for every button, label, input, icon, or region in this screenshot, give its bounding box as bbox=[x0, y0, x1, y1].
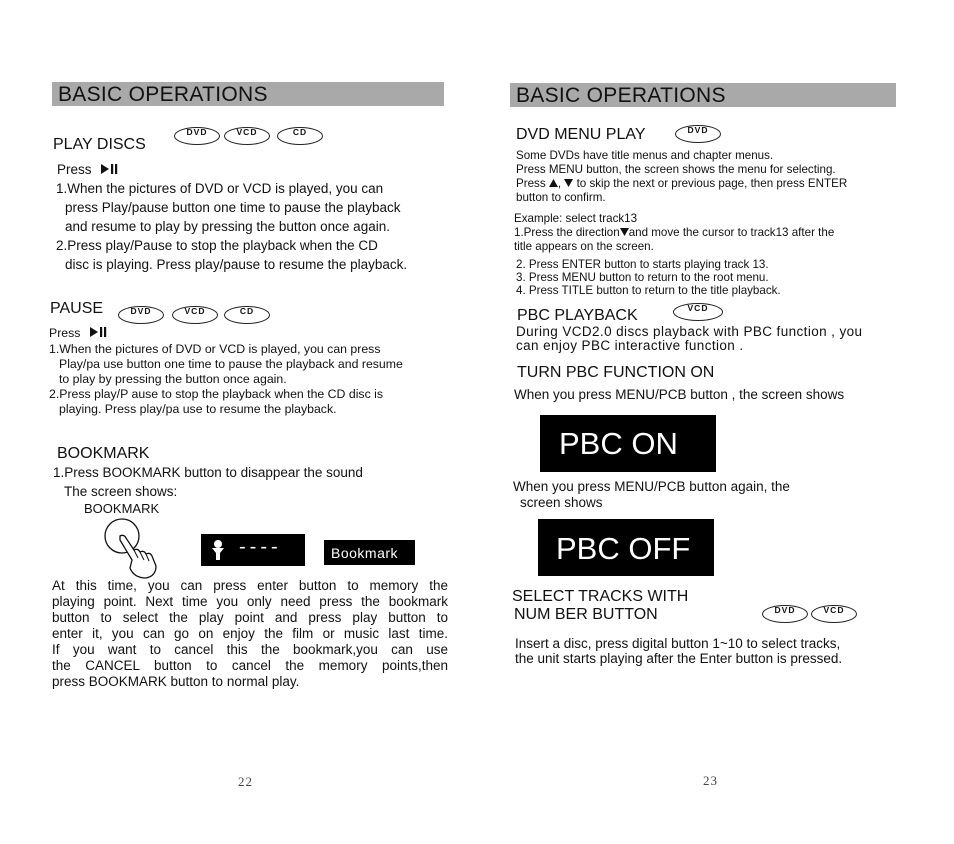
dvd-menu-steps: 2. Press ENTER button to starts playing track 13. 3. Press MENU button to return to the root menu. 4. Press TITLE button to return to the title playback. bbox=[516, 258, 781, 297]
play-discs-press: Press bbox=[57, 160, 119, 180]
pbc-playback-title: PBC PLAYBACK bbox=[517, 307, 638, 324]
dvd-badge: DVD bbox=[675, 125, 721, 143]
cd-badge: CD bbox=[277, 127, 323, 145]
up-triangle-icon bbox=[549, 177, 558, 191]
right-header-title: BASIC OPERATIONS bbox=[516, 84, 726, 107]
select-tracks-body: Insert a disc, press digital button 1~10 to select tracks, the unit starts playing after the Enter button is pressed. bbox=[515, 636, 843, 666]
bookmark-line2: The screen shows: bbox=[64, 484, 178, 499]
vcd-badge: VCD bbox=[172, 306, 218, 324]
vcd-badge: VCD bbox=[811, 605, 857, 623]
dvd-badge: DVD bbox=[174, 127, 220, 145]
dvd-badge: DVD bbox=[762, 605, 808, 623]
down-triangle-icon bbox=[620, 226, 629, 240]
turn-pbc-again: When you press MENU/PCB button again, the screen shows bbox=[513, 479, 790, 510]
bookmark-badge: Bookmark bbox=[324, 540, 415, 565]
turn-pbc-title: TURN PBC FUNCTION ON bbox=[517, 364, 715, 381]
dvd-menu-example: Example: select track13 1.Press the direction and move the cursor to track13 after the title appears on the screen. bbox=[514, 212, 835, 253]
left-header-bar bbox=[52, 82, 444, 106]
play-pause-icon bbox=[90, 326, 108, 342]
right-header-bar bbox=[510, 83, 896, 107]
dvd-menu-title: DVD MENU PLAY bbox=[516, 126, 646, 143]
play-discs-body: 1.When the pictures of DVD or VCD is played, you can press Play/pause button one time to pause the playback and resume to play by pressing the button once again. 2.Press play/Pause to stop the playback when the CD disc is playing. Press play/pause to resume the playback. bbox=[56, 181, 408, 272]
down-triangle-icon bbox=[564, 177, 573, 191]
pause-title: PAUSE bbox=[50, 300, 104, 317]
pbc-off-screen: PBC OFF bbox=[538, 519, 714, 576]
play-discs-title: PLAY DISCS bbox=[53, 136, 146, 153]
play-pause-icon bbox=[101, 161, 119, 180]
vcd-badge: VCD bbox=[224, 127, 270, 145]
bookmark-button-label: BOOKMARK bbox=[84, 501, 160, 516]
pbc-on-screen: PBC ON bbox=[540, 415, 716, 472]
select-tracks-title-1: SELECT TRACKS WITH bbox=[512, 588, 689, 605]
left-header-title: BASIC OPERATIONS bbox=[58, 83, 268, 106]
turn-pbc-line: When you press MENU/PCB button , the screen shows bbox=[514, 387, 845, 402]
bookmark-line1: 1.Press BOOKMARK button to disappear the sound bbox=[53, 465, 363, 480]
bookmark-icon bbox=[209, 538, 227, 567]
bookmark-screen bbox=[201, 534, 305, 566]
hand-pointer-icon bbox=[100, 516, 160, 587]
cd-badge: CD bbox=[224, 306, 270, 324]
page-number-left: 22 bbox=[238, 774, 253, 789]
vcd-badge: VCD bbox=[673, 303, 723, 321]
pbc-playback-body: During VCD2.0 discs playback with PBC function , you can enjoy PBC interactive function . bbox=[516, 324, 863, 353]
select-tracks-title-2: NUM BER BUTTON bbox=[514, 606, 658, 623]
bookmark-title: BOOKMARK bbox=[57, 445, 150, 462]
page-number-right: 23 bbox=[703, 773, 718, 788]
bookmark-paragraph: At this time, you can press enter button to memory the playing point. Next time you only need press the bookmark button to select the play point and press play button to enter it, you can go on enjoy the film or music last time. If you want to cancel this the bookmark,you can use the CANCEL button to cancel the memory points,then press BOOKMARK button to normal play. bbox=[52, 578, 448, 689]
dvd-menu-body: Some DVDs have title menus and chapter menus. Press MENU button, the screen shows the menu for selecting. Press , to skip the next or previous page, then press ENTER button to confirm. bbox=[516, 149, 848, 204]
pause-body: 1.When the pictures of DVD or VCD is played, you can press Play/pa use button one time to pause the playback and resume to play by pressing the button once again. 2.Press play/P ause to stop the playback when the CD disc is playing. Press play/pa use to resume the playback. bbox=[49, 342, 403, 416]
bookmark-dashes: ---- bbox=[239, 536, 282, 558]
pause-press: Press bbox=[49, 326, 108, 342]
dvd-badge: DVD bbox=[118, 306, 164, 324]
